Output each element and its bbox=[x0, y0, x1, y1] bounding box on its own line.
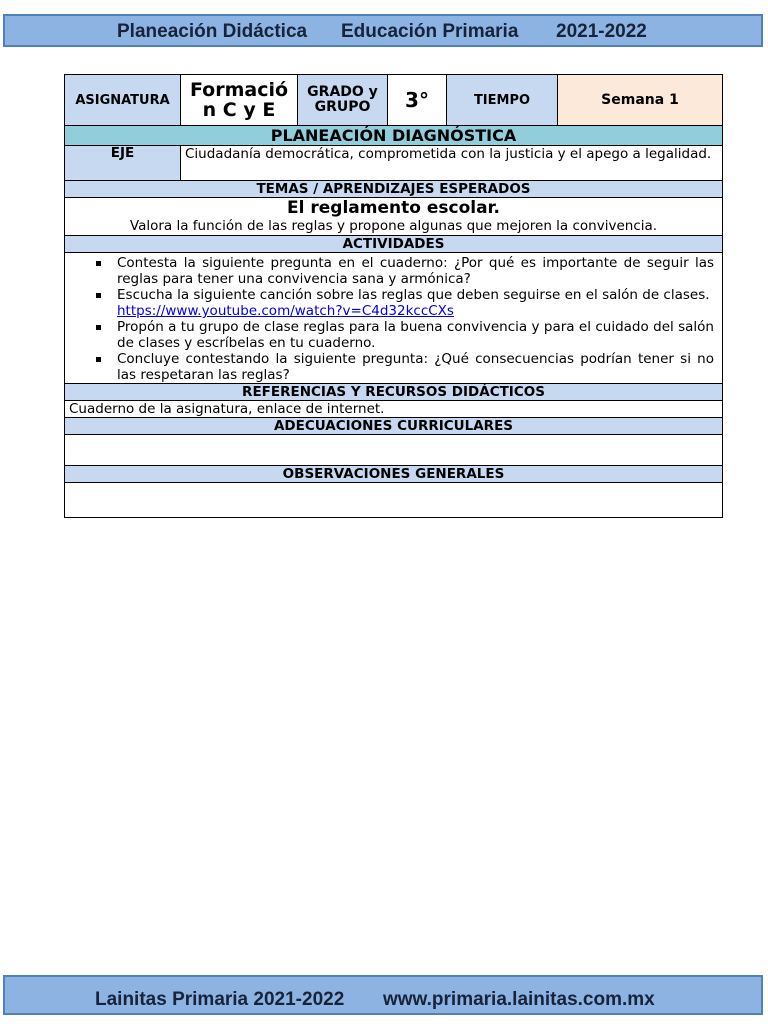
activity-item bbox=[117, 287, 714, 319]
referencias-header: REFERENCIAS Y RECURSOS DIDÁCTICOS bbox=[65, 384, 723, 401]
activity-item bbox=[117, 319, 714, 351]
activity-text: Propón a tu grupo de clase reglas para la buena convivencia y para el cuidado del salón de clases y escríbelas en tu cuaderno. bbox=[117, 319, 714, 351]
activity-text: Concluye contestando la siguiente pregunta: ¿Qué consecuencias podrían tener si no las respetaran las reglas? bbox=[117, 351, 714, 383]
header-year: 2021-2022 bbox=[556, 21, 647, 42]
eje-value: Ciudadanía democrática, comprometida con la justicia y el apego a legalidad. bbox=[181, 146, 723, 181]
observaciones-header: OBSERVACIONES GENERALES bbox=[65, 466, 723, 483]
subject-label: ASIGNATURA bbox=[65, 75, 181, 126]
header-title: Planeación Didáctica bbox=[117, 21, 308, 42]
lesson-plan-table bbox=[64, 74, 723, 518]
temas-header: TEMAS / APRENDIZAJES ESPERADOS bbox=[65, 181, 723, 198]
youtube-link[interactable]: https://www.youtube.com/watch?v=C4d32kccCXs bbox=[117, 303, 454, 319]
footer-brand: Lainitas Primaria 2021-2022 bbox=[95, 989, 345, 1010]
activity-item bbox=[117, 255, 714, 287]
activity-text: Escucha la siguiente canción sobre las reglas que deben seguirse en el salón de clases. bbox=[117, 287, 710, 303]
header-level: Educación Primaria bbox=[341, 21, 519, 42]
expected-learning: Valora la función de las reglas y propone algunas que mejoren la convivencia. bbox=[129, 218, 658, 234]
plan-title: PLANEACIÓN DIAGNÓSTICA bbox=[65, 126, 723, 146]
grade-value: 3° bbox=[388, 75, 447, 126]
topic-title: El reglamento escolar. bbox=[287, 198, 500, 218]
referencias-value: Cuaderno de la asignatura, enlace de internet. bbox=[65, 401, 723, 418]
adecuaciones-header: ADECUACIONES CURRICULARES bbox=[65, 418, 723, 435]
observaciones-value bbox=[65, 483, 723, 518]
time-label: TIEMPO bbox=[447, 75, 558, 126]
header-banner bbox=[3, 14, 763, 47]
footer-site: www.primaria.lainitas.com.mx bbox=[383, 989, 655, 1010]
activities-list bbox=[69, 255, 714, 383]
activity-item bbox=[117, 351, 714, 383]
temas-cell bbox=[65, 198, 723, 236]
subject-value: Formación C y E bbox=[181, 75, 298, 126]
adecuaciones-value bbox=[65, 435, 723, 466]
activity-text: Contesta la siguiente pregunta en el cuaderno: ¿Por qué es importante de seguir las reglas para tener una convivencia sana y armónica? bbox=[117, 255, 714, 287]
time-value: Semana 1 bbox=[558, 75, 723, 126]
footer-banner bbox=[3, 975, 763, 1015]
grade-label: GRADO y GRUPO bbox=[298, 75, 388, 126]
actividades-header: ACTIVIDADES bbox=[65, 236, 723, 253]
actividades-cell bbox=[65, 253, 723, 384]
eje-label: EJE bbox=[65, 146, 181, 181]
